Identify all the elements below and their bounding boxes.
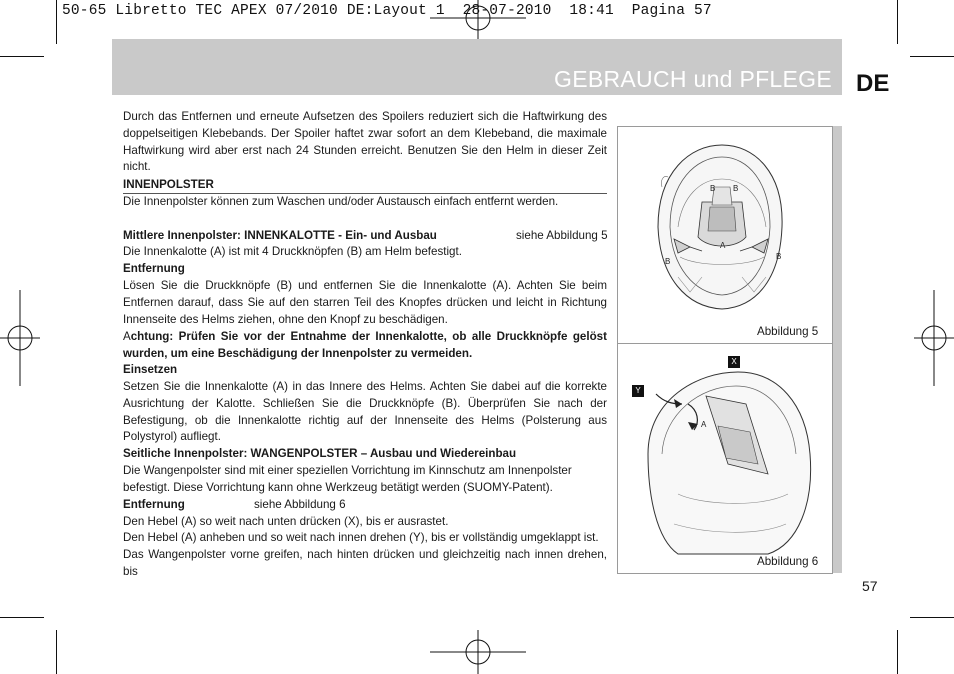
print-slug: 50-65 Libretto TEC APEX 07/2010 DE:Layout 1 28-07-2010 18:41 Pagina 57 [62, 3, 712, 19]
helmet-top-illustration [618, 127, 832, 343]
label-b: B [710, 184, 716, 193]
mittlere-ref: siehe Abbildung 5 [516, 229, 608, 242]
warning-text [123, 329, 607, 363]
intro-paragraph: Durch das Entfernen und erneute Aufsetzen des Spoilers reduziert sich die Haftwirkung des doppelseitigen Klebebands. Der Spoiler haftet zwar sofort an dem Klebeband, die maximale Haftwirkung wird aber erst nach 24 Stunden erreicht. Benutzen Sie den Helm in dieser Zeit nicht. [123, 110, 607, 174]
crop-mark [0, 56, 44, 57]
figure-5-caption: Abbildung 5 [757, 325, 819, 338]
header-band [112, 39, 842, 95]
crop-mark [910, 617, 954, 618]
seitliche-entfernung-ref: siehe Abbildung 6 [254, 498, 346, 511]
einsetzen-label: Einsetzen [123, 363, 178, 376]
warning-body: chtung: Prüfen Sie vor der Entnahme der Innenkalotte, ob alle Druckknöpfe gelöst wurden, um eine Beschädigung der Innenpolster zu vermeiden. [123, 330, 607, 360]
seitliche-heading: Seitliche Innenpolster: WANGENPOLSTER – Ausbau und Wiedereinbau [123, 447, 517, 460]
entfernung-text: Lösen Sie die Druckknöpfe (B) und entfernen Sie die Innenkalotte (A). Achten Sie beim Entfernen darauf, dass Sie auf den starren Teil des Knopfes drücken und leicht in Richtung Innenseite des Helms ziehen, ohne den Knopf zu beschädigen. [123, 279, 607, 326]
innenpolster-text: Die Innenpolster können zum Waschen und/oder Austausch einfach entfernt werden. [123, 195, 559, 208]
label-y: Y [632, 385, 644, 397]
innenpolster-heading: INNENPOLSTER [123, 178, 214, 191]
registration-mark-left [0, 290, 40, 386]
label-b: B [665, 257, 671, 266]
seitliche-line-2: Den Hebel (A) anheben und so weit nach innen drehen (Y), bis er vollständig umgeklappt ist. [123, 531, 599, 544]
figure-5 [617, 126, 833, 344]
mittlere-heading: Mittlere Innenpolster: INNENKALOTTE - Ein- und Ausbau [123, 229, 437, 242]
seitliche-entfernung-label: Entfernung [123, 498, 185, 511]
figure-6 [617, 343, 833, 574]
seitliche-line-3: Das Wangenpolster vorne greifen, nach hinten drücken und gleichzeitig nach innen drehen, bis [123, 548, 607, 578]
registration-mark-right [914, 290, 954, 386]
label-a: A [720, 241, 726, 250]
crop-mark [910, 56, 954, 57]
mittlere-text: Die Innenkalotte (A) ist mit 4 Druckknöpfen (B) am Helm befestigt. [123, 245, 462, 258]
crop-mark [897, 0, 898, 44]
warning-first-letter: A [123, 330, 131, 343]
crop-mark [56, 630, 57, 674]
page-number: 57 [862, 578, 878, 594]
figure-6-caption: Abbildung 6 [757, 555, 819, 568]
crop-mark [897, 630, 898, 674]
page-title: GEBRAUCH und PFLEGE [554, 66, 832, 92]
crop-mark [56, 0, 57, 44]
entfernung-label: Entfernung [123, 262, 185, 275]
seitliche-text: Die Wangenpolster sind mit einer speziellen Vorrichtung im Kinnschutz am Innenpolster befestigt. Diese Vorrichtung kann ohne Werkzeug betätigt werden (SUOMY-Patent). [123, 464, 572, 494]
label-x: X [728, 356, 740, 368]
language-code: DE [856, 70, 890, 97]
seitliche-line-1: Den Hebel (A) so weit nach unten drücken (X), bis er ausrastet. [123, 515, 449, 528]
einsetzen-text: Setzen Sie die Innenkalotte (A) in das Innere des Helms. Achten Sie dabei auf die korrekte Ausrichtung der Kalotte. Schließen Sie die Druckknöpfe (B). Überprüfen Sie nach der Befestigung, ob die Innenkalotte richtig auf der Innenseite des Helms (Polsterung aus Polystyrol) aufliegt. [123, 380, 607, 444]
crop-mark [0, 617, 44, 618]
registration-mark-bottom [430, 630, 526, 674]
helmet-side-illustration [618, 344, 832, 573]
label-a: A [701, 420, 707, 429]
label-b: B [776, 252, 782, 261]
label-b: B [733, 184, 739, 193]
